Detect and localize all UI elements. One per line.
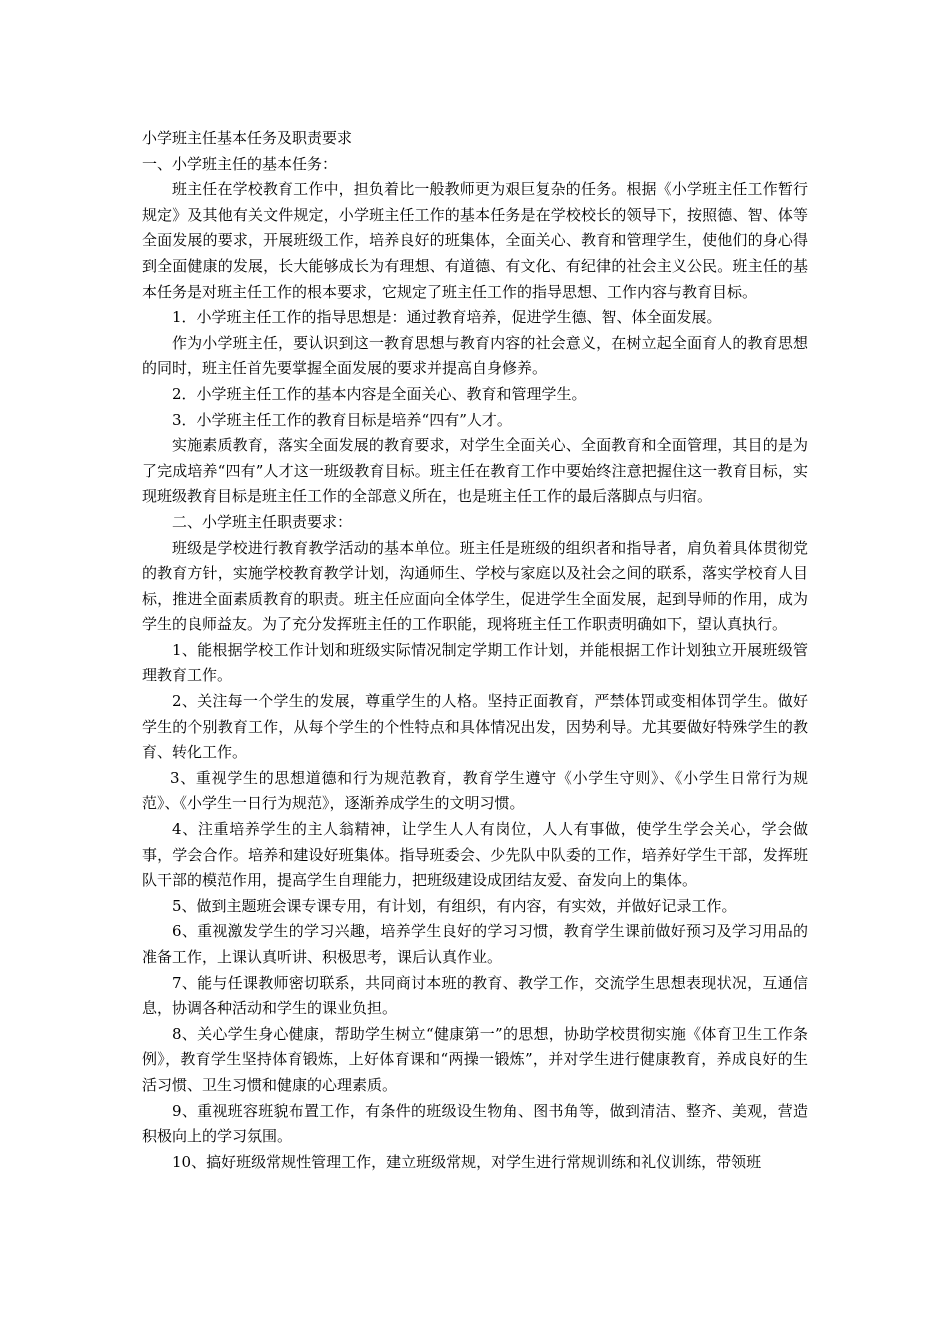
paragraph-task-1: 1．小学班主任工作的指导思想是：通过教育培养，促进学生德、智、体全面发展。 bbox=[172, 308, 722, 327]
duty-item-8: 8、关心学生身心健康，帮助学生树立“健康第一”的思想，协助学校贯彻实施《体育卫生工作条例》，教育学生坚持体育锻炼，上好体育课和“两操一锻炼”，并对学生进行健康教育，养成良好的生活习惯、卫生习惯和健康的心理素质。 bbox=[142, 1024, 808, 1094]
duty-item-10: 10、搞好班级常规性管理工作，建立班级常规，对学生进行常规训练和礼仪训练，带领班 bbox=[172, 1152, 762, 1171]
duty-item-1: 1、能根据学校工作计划和班级实际情况制定学期工作计划，并能根据工作计划独立开展班级管理教育工作。 bbox=[142, 640, 808, 685]
duty-item-2: 2、关注每一个学生的发展，尊重学生的人格。坚持正面教育，严禁体罚或变相体罚学生。做好学生的个别教育工作，从每个学生的个性特点和具体情况出发，因势利导。尤其要做好特殊学生的教育、转化工作。 bbox=[142, 692, 808, 762]
duty-item-6: 6、重视激发学生的学习兴趣，培养学生良好的学习习惯，教育学生课前做好预习及学习用品的准备工作，上课认真听讲、积极思考，课后认真作业。 bbox=[142, 922, 808, 966]
duty-item-7: 7、能与任课教师密切联系，共同商讨本班的教育、教学工作，交流学生思想表现状况，互通信息，协调各种活动和学生的课业负担。 bbox=[142, 973, 808, 1018]
paragraph-task-3-detail: 实施素质教育，落实全面发展的教育要求，对学生全面关心、全面教育和全面管理，其目的是为了完成培养“四有”人才这一班级教育目标。班主任在教育工作中要始终注意把握住这一教育目标，实现班级教育目标是班主任工作的全部意义所在，也是班主任工作的最后落脚点与归宿。 bbox=[142, 436, 808, 506]
section-heading-2: 二、小学班主任职责要求： bbox=[172, 512, 353, 531]
paragraph-task-1-detail: 作为小学班主任，要认识到这一教育思想与教育内容的社会意义，在树立起全面育人的教育思想的同时，班主任首先要掌握全面发展的要求并提高自身修养。 bbox=[142, 333, 808, 378]
paragraph-intro: 班主任在学校教育工作中，担负着比一般教师更为艰巨复杂的任务。根据《小学班主任工作暂行规定》及其他有关文件规定，小学班主任工作的基本任务是在学校校长的领导下，按照德、智、体等全面发展的要求，开展班级工作，培养良好的班集体，全面关心、教育和管理学生，使他们的身心得到全面健康的发展，长大能够成长为有理想、有道德、有文化、有纪律的社会主义公民。班主任的基本任务是对班主任工作的根本要求，它规定了班主任工作的指导思想、工作内容与教育目标。 bbox=[142, 180, 808, 301]
section-heading-1: 一、小学班主任的基本任务： bbox=[142, 154, 338, 173]
duty-item-3: 3、重视学生的思想道德和行为规范教育，教育学生遵守《小学生守则》、《小学生日常行为规范》、《小学生一日行为规范》，逐渐养成学生的文明习惯。 bbox=[142, 768, 808, 813]
duty-item-4: 4、注重培养学生的主人翁精神，让学生人人有岗位，人人有事做，使学生学会关心，学会做事，学会合作。培养和建设好班集体。指导班委会、少先队中队委的工作，培养好学生干部，发挥班队干部的模范作用，提高学生自理能力，把班级建设成团结友爱、奋发向上的集体。 bbox=[142, 820, 808, 890]
document-page bbox=[142, 126, 808, 1175]
duty-item-9: 9、重视班容班貌布置工作，有条件的班级设生物角、图书角等，做到清洁、整齐、美观，营造积极向上的学习氛围。 bbox=[142, 1101, 808, 1146]
paragraph-task-2: 2．小学班主任工作的基本内容是全面关心、教育和管理学生。 bbox=[172, 384, 587, 403]
document-title: 小学班主任基本任务及职责要求 bbox=[142, 129, 353, 147]
paragraph-duties-intro: 班级是学校进行教育教学活动的基本单位。班主任是班级的组织者和指导者，肩负着具体贯彻党的教育方针，实施学校教育教学计划，沟通师生、学校与家庭以及社会之间的联系，落实学校育人目标，推进全面素质教育的职责。班主任应面向全体学生，促进学生全面发展，起到导师的作用，成为学生的良师益友。为了充分发挥班主任的工作职能，现将班主任工作职责明确如下，望认真执行。 bbox=[142, 538, 808, 634]
duty-item-5: 5、做到主题班会课专课专用，有计划，有组织，有内容，有实效，并做好记录工作。 bbox=[172, 896, 737, 915]
paragraph-task-3: 3．小学班主任工作的教育目标是培养“四有”人才。 bbox=[172, 410, 512, 429]
